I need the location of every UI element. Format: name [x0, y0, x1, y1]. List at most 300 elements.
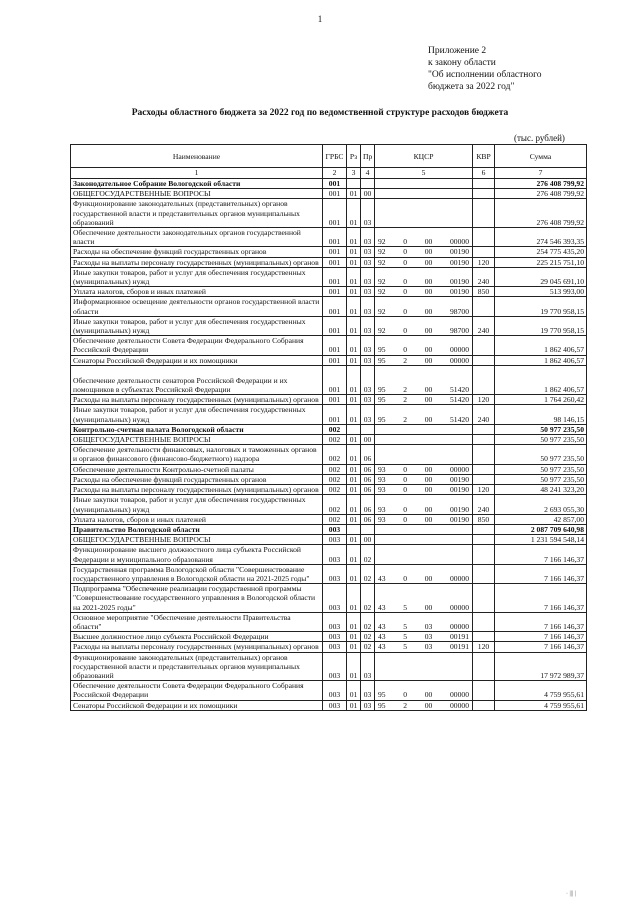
row-rz: 01 [347, 514, 361, 524]
kcsr-part: 92 [378, 237, 386, 247]
table-row [71, 365, 587, 394]
row-sum: 1 862 406,57 [495, 336, 587, 355]
row-pr: 00 [361, 535, 375, 545]
row-grbs: 002 [323, 464, 347, 474]
kcsr-part: 00 [424, 464, 433, 474]
kcsr-parts [375, 515, 472, 524]
row-sum: 2 693 055,30 [495, 495, 587, 514]
table-row [71, 464, 587, 474]
row-rz: 01 [347, 564, 361, 583]
row-grbs: 001 [323, 287, 347, 297]
row-pr: 02 [361, 564, 375, 583]
kcsr-part: 00 [424, 504, 433, 514]
row-rz: 01 [347, 355, 361, 365]
units-label: (тыс. рублей) [514, 133, 565, 143]
kcsr-part: 00 [424, 474, 433, 484]
row-grbs: 002 [323, 474, 347, 484]
row-rz: 01 [347, 632, 361, 642]
table-row [71, 287, 587, 297]
row-pr: 03 [361, 681, 375, 700]
row-pr: 03 [361, 267, 375, 286]
row-kcsr [375, 435, 473, 445]
row-kvr: 240 [473, 316, 495, 335]
kcsr-part: 98700 [450, 306, 469, 316]
row-sum: 225 215 751,10 [495, 257, 587, 267]
kcsr-parts [375, 603, 472, 612]
table-row [71, 395, 587, 405]
row-name: Сенаторы Российской Федерации и их помощники [71, 355, 323, 365]
kcsr-part: 95 [378, 345, 386, 355]
kcsr-part: 92 [378, 277, 386, 287]
kcsr-parts [375, 465, 472, 474]
row-grbs: 001 [323, 405, 347, 424]
row-grbs: 001 [323, 355, 347, 365]
kcsr-part: 00 [424, 690, 433, 700]
kcsr-part: 00191 [450, 632, 469, 642]
kcsr-part: 0 [403, 237, 408, 247]
header-name: Наименование [71, 145, 323, 168]
kcsr-part: 92 [378, 306, 386, 316]
row-rz: 01 [347, 395, 361, 405]
appendix-line: бюджета за 2022 год" [428, 82, 515, 92]
row-sum: 1 862 406,57 [495, 365, 587, 394]
row-kvr [473, 524, 495, 534]
row-grbs: 001 [323, 228, 347, 247]
row-name: Обеспечение деятельности финансовых, налоговых и таможенных органов и органов финансового (финансово-бюджетного) надзора [71, 445, 323, 464]
row-kcsr [375, 545, 473, 564]
kcsr-part: 92 [378, 247, 386, 257]
row-rz: 01 [347, 584, 361, 613]
row-rz: 01 [347, 474, 361, 484]
kcsr-part: 00 [424, 573, 433, 583]
row-rz: 01 [347, 297, 361, 316]
table-row [71, 564, 587, 583]
row-kvr: 120 [473, 257, 495, 267]
row-name: Иные закупки товаров, работ и услуг для обеспечения государственных (муниципальных) нужд [71, 267, 323, 286]
table-row [71, 681, 587, 700]
row-pr [361, 524, 375, 534]
kcsr-part: 43 [378, 632, 386, 642]
row-kvr [473, 336, 495, 355]
row-sum: 50 977 235,50 [495, 435, 587, 445]
column-number: 6 [473, 168, 495, 179]
row-name: Расходы на выплаты персоналу государственных (муниципальных) органов [71, 395, 323, 405]
kcsr-part: 03 [424, 642, 433, 652]
row-kcsr [375, 287, 473, 297]
row-kcsr [375, 199, 473, 228]
table-row [71, 355, 587, 365]
row-rz: 01 [347, 612, 361, 631]
row-pr: 03 [361, 336, 375, 355]
column-number: 7 [495, 168, 587, 179]
kcsr-part: 0 [403, 573, 408, 583]
row-pr: 03 [361, 257, 375, 267]
row-rz [347, 524, 361, 534]
row-grbs: 001 [323, 267, 347, 286]
kcsr-part: 43 [378, 621, 386, 631]
table-row [71, 199, 587, 228]
kcsr-part: 00000 [450, 690, 469, 700]
kcsr-part: 00 [424, 287, 433, 297]
kcsr-part: 00 [424, 355, 433, 365]
row-pr: 06 [361, 485, 375, 495]
row-kcsr [375, 179, 473, 189]
table-row [71, 435, 587, 445]
kcsr-part: 00000 [450, 355, 469, 365]
header-kcsr: КЦСР [375, 145, 473, 168]
row-grbs: 001 [323, 189, 347, 199]
row-pr: 03 [361, 199, 375, 228]
row-rz: 01 [347, 435, 361, 445]
row-kvr [473, 435, 495, 445]
row-kvr [473, 464, 495, 474]
kcsr-part: 00191 [450, 642, 469, 652]
row-sum: 7 166 146,37 [495, 564, 587, 583]
kcsr-part: 92 [378, 287, 386, 297]
table-row [71, 228, 587, 247]
kcsr-part: 00 [424, 414, 433, 424]
row-sum: 7 166 146,37 [495, 642, 587, 652]
kcsr-part: 93 [378, 514, 386, 524]
row-rz: 01 [347, 485, 361, 495]
row-grbs: 002 [323, 445, 347, 464]
kcsr-parts [375, 475, 472, 484]
row-kcsr [375, 464, 473, 474]
row-sum: 50 977 235,50 [495, 445, 587, 464]
row-kcsr [375, 355, 473, 365]
kcsr-part: 43 [378, 602, 386, 612]
kcsr-part: 0 [403, 287, 408, 297]
table-row [71, 247, 587, 257]
kcsr-part: 00190 [450, 485, 469, 495]
kcsr-part: 95 [378, 700, 386, 710]
row-kcsr [375, 584, 473, 613]
row-name: Сенаторы Российской Федерации и их помощники [71, 700, 323, 710]
table-row [71, 485, 587, 495]
row-rz: 01 [347, 267, 361, 286]
row-name: Расходы на выплаты персоналу государственных (муниципальных) органов [71, 257, 323, 267]
kcsr-part: 00000 [450, 464, 469, 474]
kcsr-parts [375, 395, 472, 404]
row-grbs: 003 [323, 652, 347, 681]
kcsr-part: 2 [403, 395, 408, 405]
row-rz: 01 [347, 228, 361, 247]
row-sum: 19 770 958,15 [495, 316, 587, 335]
kcsr-parts [375, 415, 472, 424]
kcsr-part: 2 [403, 700, 408, 710]
row-name: Расходы на выплаты персоналу государственных (муниципальных) органов [71, 485, 323, 495]
row-pr: 06 [361, 474, 375, 484]
table-row [71, 612, 587, 631]
row-rz: 01 [347, 257, 361, 267]
row-sum: 513 993,00 [495, 287, 587, 297]
kcsr-part: 0 [403, 257, 408, 267]
kcsr-part: 03 [424, 621, 433, 631]
kcsr-part: 51420 [450, 395, 469, 405]
row-kvr [473, 247, 495, 257]
kcsr-part: 5 [403, 632, 408, 642]
row-kcsr [375, 642, 473, 652]
row-sum: 48 241 323,20 [495, 485, 587, 495]
row-name: Иные закупки товаров, работ и услуг для обеспечения государственных (муниципальных) нужд [71, 316, 323, 335]
row-rz [347, 424, 361, 434]
kcsr-part: 00190 [450, 257, 469, 267]
row-rz: 01 [347, 652, 361, 681]
row-sum: 7 166 146,37 [495, 632, 587, 642]
kcsr-part: 93 [378, 504, 386, 514]
document-title: Расходы областного бюджета за 2022 год по ведомственной структуре расходов бюджета [131, 108, 509, 118]
kcsr-parts [375, 385, 472, 394]
row-sum: 7 166 146,37 [495, 545, 587, 564]
row-sum: 7 166 146,37 [495, 584, 587, 613]
row-kvr [473, 445, 495, 464]
row-name: Обеспечение деятельности Совета Федерации Федерального Собрания Российской Федерации [71, 681, 323, 700]
row-pr [361, 424, 375, 434]
kcsr-part: 00 [424, 277, 433, 287]
kcsr-part: 2 [403, 385, 408, 395]
kcsr-part: 0 [403, 277, 408, 287]
row-kvr [473, 612, 495, 631]
kcsr-part: 00000 [450, 602, 469, 612]
row-name: Обеспечение деятельности законодательных органов государственной власти [71, 228, 323, 247]
row-grbs: 002 [323, 485, 347, 495]
kcsr-part: 00 [424, 485, 433, 495]
column-number: 4 [361, 168, 375, 179]
kcsr-part: 0 [403, 504, 408, 514]
row-pr: 03 [361, 405, 375, 424]
row-kvr [473, 545, 495, 564]
row-kvr: 120 [473, 642, 495, 652]
row-sum: 98 146,15 [495, 405, 587, 424]
table-row [71, 316, 587, 335]
row-kcsr [375, 257, 473, 267]
row-name: Обеспечение деятельности сенаторов Российской Федерации и их помощников в субъектах Российской Федерации [71, 365, 323, 394]
kcsr-part: 95 [378, 690, 386, 700]
kcsr-parts [375, 642, 472, 651]
kcsr-parts [375, 701, 472, 710]
row-kcsr [375, 535, 473, 545]
row-sum: 50 977 235,50 [495, 424, 587, 434]
table-row [71, 297, 587, 316]
row-kvr [473, 584, 495, 613]
row-pr: 02 [361, 642, 375, 652]
row-grbs: 002 [323, 495, 347, 514]
row-kvr: 850 [473, 287, 495, 297]
table-row [71, 514, 587, 524]
row-rz: 01 [347, 464, 361, 474]
row-kvr [473, 564, 495, 583]
row-grbs: 003 [323, 612, 347, 631]
row-pr [361, 179, 375, 189]
kcsr-part: 95 [378, 355, 386, 365]
table-row [71, 474, 587, 484]
kcsr-part: 00000 [450, 573, 469, 583]
kcsr-part: 00 [424, 237, 433, 247]
row-sum: 276 408 799,92 [495, 179, 587, 189]
column-number-row [71, 168, 587, 179]
column-number: 1 [71, 168, 323, 179]
row-sum: 7 166 146,37 [495, 612, 587, 631]
row-grbs: 002 [323, 424, 347, 434]
kcsr-part: 95 [378, 414, 386, 424]
row-sum: 17 972 989,37 [495, 652, 587, 681]
kcsr-part: 93 [378, 485, 386, 495]
row-pr: 06 [361, 445, 375, 464]
row-pr: 06 [361, 514, 375, 524]
row-pr: 06 [361, 464, 375, 474]
table-row [71, 495, 587, 514]
row-kvr: 120 [473, 395, 495, 405]
row-grbs: 001 [323, 336, 347, 355]
row-kvr [473, 681, 495, 700]
row-name: Уплата налогов, сборов и иных платежей [71, 514, 323, 524]
row-name: Иные закупки товаров, работ и услуг для обеспечения государственных (муниципальных) нужд [71, 405, 323, 424]
row-kcsr [375, 652, 473, 681]
row-name: Высшее должностное лицо субъекта Российской Федерации [71, 632, 323, 642]
kcsr-part: 2 [403, 355, 408, 365]
row-grbs: 003 [323, 700, 347, 710]
row-rz: 01 [347, 336, 361, 355]
row-kvr: 850 [473, 514, 495, 524]
kcsr-parts [375, 356, 472, 365]
kcsr-part: 93 [378, 474, 386, 484]
row-kcsr [375, 524, 473, 534]
page-number: 1 [317, 14, 323, 24]
row-sum: 50 977 235,50 [495, 464, 587, 474]
table-row [71, 189, 587, 199]
kcsr-part: 00000 [450, 345, 469, 355]
row-kvr [473, 297, 495, 316]
row-kvr [473, 228, 495, 247]
row-kvr [473, 424, 495, 434]
kcsr-parts [375, 574, 472, 583]
kcsr-part: 00000 [450, 237, 469, 247]
row-kcsr [375, 474, 473, 484]
row-name: Расходы на выплаты персоналу государственных (муниципальных) органов [71, 642, 323, 652]
row-kcsr [375, 514, 473, 524]
header-pr: Пр [361, 145, 375, 168]
row-name: Функционирование законодательных (представительных) органов государственной власти и представительных органов муниципальных образований [71, 199, 323, 228]
row-pr: 03 [361, 700, 375, 710]
row-kcsr [375, 228, 473, 247]
row-rz: 01 [347, 316, 361, 335]
row-grbs: 003 [323, 632, 347, 642]
kcsr-part: 5 [403, 602, 408, 612]
row-name: Иные закупки товаров, работ и услуг для обеспечения государственных (муниципальных) нужд [71, 495, 323, 514]
table-row [71, 700, 587, 710]
row-kvr [473, 474, 495, 484]
kcsr-part: 0 [403, 474, 408, 484]
table-row [71, 336, 587, 355]
row-kvr [473, 535, 495, 545]
table-row [71, 405, 587, 424]
kcsr-part: 0 [403, 326, 408, 336]
header-grbs: ГРБС [323, 145, 347, 168]
kcsr-part: 00190 [450, 277, 469, 287]
row-grbs: 003 [323, 564, 347, 583]
row-grbs: 003 [323, 545, 347, 564]
row-pr: 00 [361, 435, 375, 445]
row-kcsr [375, 267, 473, 286]
row-sum: 42 857,00 [495, 514, 587, 524]
kcsr-part: 00 [424, 306, 433, 316]
row-name: Контрольно-счетная палата Вологодской области [71, 424, 323, 434]
kcsr-part: 95 [378, 395, 386, 405]
row-kcsr [375, 632, 473, 642]
kcsr-part: 00190 [450, 514, 469, 524]
row-kcsr [375, 612, 473, 631]
kcsr-part: 00 [424, 257, 433, 267]
row-pr: 03 [361, 355, 375, 365]
table-row [71, 257, 587, 267]
row-pr: 03 [361, 365, 375, 394]
kcsr-parts [375, 505, 472, 514]
row-rz: 01 [347, 700, 361, 710]
kcsr-parts [375, 632, 472, 641]
row-kvr: 240 [473, 267, 495, 286]
kcsr-parts [375, 622, 472, 631]
header-kvr: КВР [473, 145, 495, 168]
kcsr-part: 43 [378, 642, 386, 652]
row-rz: 01 [347, 287, 361, 297]
row-name: Функционирование высшего должностного лица субъекта Российской Федерации и муниципального образования [71, 545, 323, 564]
row-kvr: 120 [473, 485, 495, 495]
row-kcsr [375, 336, 473, 355]
kcsr-parts [375, 277, 472, 286]
kcsr-parts [375, 258, 472, 267]
kcsr-part: 00190 [450, 474, 469, 484]
row-name: Информационное освещение деятельности органов государственной власти области [71, 297, 323, 316]
row-name: Основное мероприятие "Обеспечение деятельности Правительства области" [71, 612, 323, 631]
appendix-line: "Об исполнении областного [428, 70, 542, 80]
row-pr: 02 [361, 632, 375, 642]
kcsr-part: 00 [424, 395, 433, 405]
row-rz: 01 [347, 365, 361, 394]
row-grbs: 003 [323, 584, 347, 613]
row-sum: 4 759 955,61 [495, 700, 587, 710]
row-kvr [473, 199, 495, 228]
row-kcsr [375, 564, 473, 583]
row-kcsr [375, 405, 473, 424]
row-kvr [473, 179, 495, 189]
column-number: 5 [375, 168, 473, 179]
row-grbs: 002 [323, 514, 347, 524]
table-row [71, 652, 587, 681]
kcsr-part: 5 [403, 642, 408, 652]
row-grbs: 003 [323, 535, 347, 545]
row-kvr [473, 189, 495, 199]
expenditure-table [70, 144, 587, 711]
row-name: Расходы на обеспечение функций государственных органов [71, 247, 323, 257]
kcsr-part: 00 [424, 700, 433, 710]
kcsr-part: 00 [424, 326, 433, 336]
table-row [71, 424, 587, 434]
row-kcsr [375, 424, 473, 434]
kcsr-part: 00190 [450, 287, 469, 297]
kcsr-part: 0 [403, 514, 408, 524]
row-pr: 06 [361, 495, 375, 514]
row-name: ОБЩЕГОСУДАРСТВЕННЫЕ ВОПРОСЫ [71, 535, 323, 545]
row-rz: 01 [347, 247, 361, 257]
row-sum: 274 546 393,35 [495, 228, 587, 247]
table-row [71, 632, 587, 642]
kcsr-part: 00 [424, 345, 433, 355]
kcsr-part: 00 [424, 514, 433, 524]
row-rz: 01 [347, 495, 361, 514]
row-grbs: 001 [323, 297, 347, 316]
row-grbs: 001 [323, 257, 347, 267]
row-kcsr [375, 395, 473, 405]
